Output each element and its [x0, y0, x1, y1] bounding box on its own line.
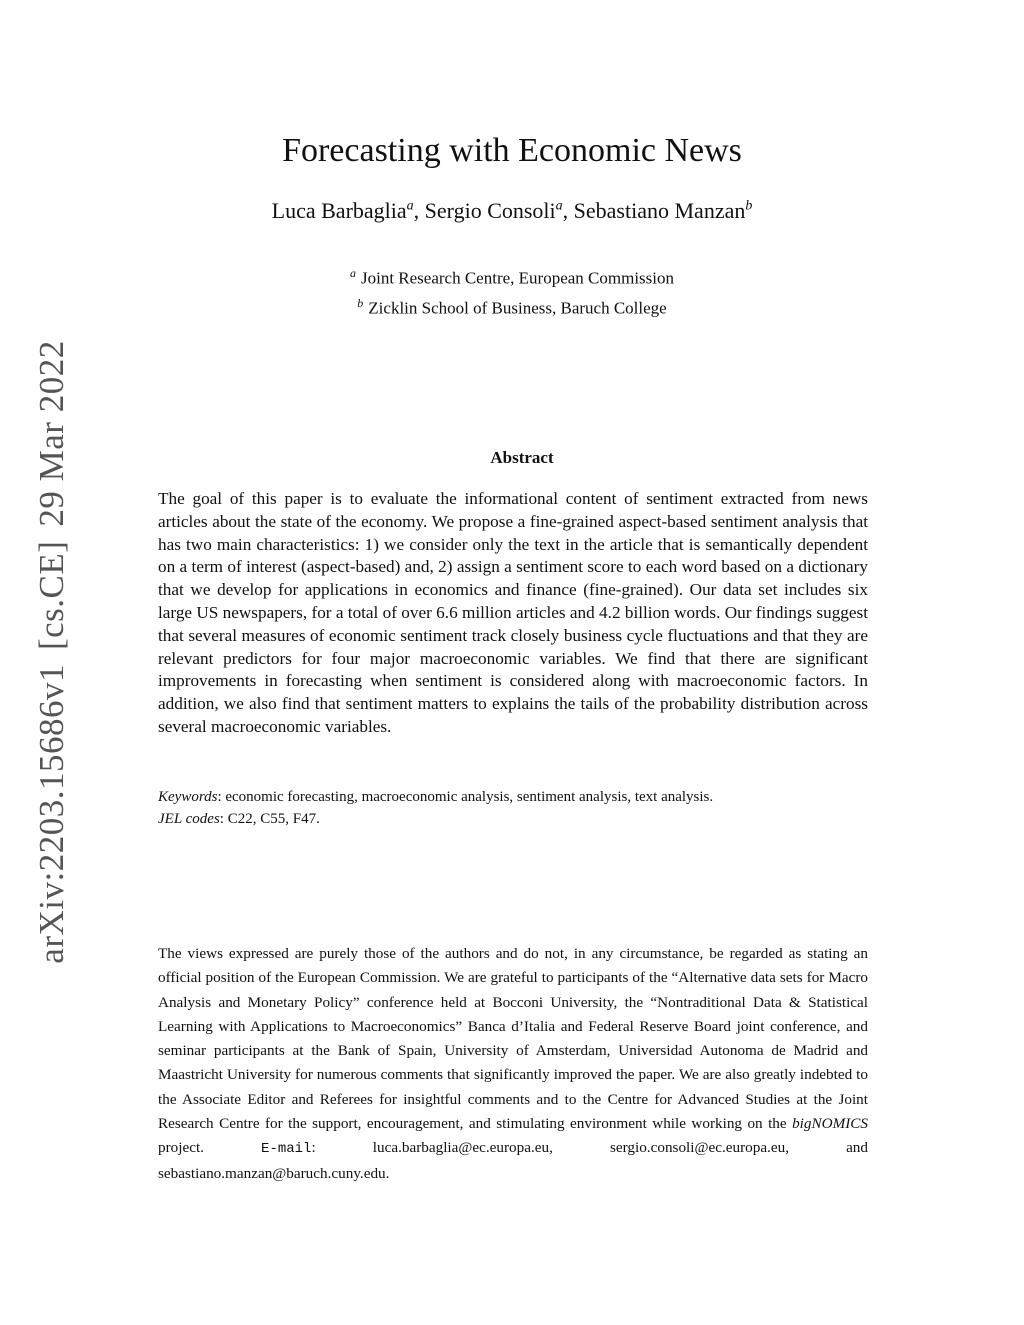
author-separator: , — [562, 198, 574, 223]
email-addresses: luca.barbaglia@ec.europa.eu, sergio.consoli@ec.europa.eu, and sebastiano.manzan@baruch.cuny.edu. — [158, 1139, 868, 1182]
arxiv-category: [cs.CE] — [32, 540, 71, 651]
arxiv-sidebar-stamp — [32, 333, 72, 970]
author-list — [0, 198, 1024, 224]
jel-codes-line — [158, 808, 868, 830]
affiliation — [0, 266, 1024, 289]
keywords-text: : economic forecasting, macroeconomic analysis, sentiment analysis, text analysis. — [217, 789, 714, 805]
keywords-line — [158, 786, 868, 808]
affiliation-text: Joint Research Centre, European Commission — [360, 268, 675, 288]
abstract-body: The goal of this paper is to evaluate the informational content of sentiment extracted from news articles about the state of the economy. We propose a fine-grained aspect-based sentiment analysis that has two main characteristics: 1) we consider only the text in the article that is semantically dependent on a term of interest (aspect-based) and, 2) assign a sentiment score to each word based on a dictionary that we develop for applications in economics and finance (fine-grained). Our data set includes six large US newspapers, for a total of over 6.6 million articles and 4.2 billion words. Our findings suggest that several measures of economic sentiment track closely business cycle fluctuations and that they are relevant predictors for four major macroeconomic variables. We find that there are significant improvements in forecasting when sentiment is considered along with macroeconomic factors. In addition, we also find that sentiment matters to explains the tails of the probability distribution across several macroeconomic variables. — [158, 489, 868, 736]
affiliation-text: Zicklin School of Business, Baruch College — [368, 298, 667, 318]
author-separator: , — [413, 198, 425, 223]
author-affiliation-mark: b — [745, 198, 753, 214]
abstract-heading: Abstract — [490, 448, 554, 467]
email-label: E-mail — [261, 1141, 312, 1158]
author-name: Sebastiano Manzan — [573, 198, 746, 223]
author-affiliation-mark: a — [406, 198, 414, 214]
arxiv-date: 29 Mar 2022 — [32, 340, 71, 527]
affiliation-mark: b — [357, 296, 364, 310]
footnote-text: The views expressed are purely those of the authors and do not, in any circumstance, be regarded as stating an official position of the European Commission. We are grateful to participants of the “Alternative data sets for Macro Analysis and Monetary Policy” conference held at Bocconi University, the “Nontraditional Data & Statistical Learning with Applications to Macroeconomics” Banca d’Italia and Federal Reserve Board joint conference, and seminar participants at the Bank of Spain, University of Amsterdam, Universidad Autonoma de Madrid and Maastricht University for numerous comments that significantly improved the paper. We are also greatly indebted to the Associate Editor and Referees for insightful comments and to the Centre for Advanced Studies at the Joint Research Centre for the support, encouragement, and stimulating environment while working on the — [158, 945, 868, 1133]
paper-title: Forecasting with Economic News — [282, 132, 742, 169]
author-name: Luca Barbaglia — [271, 198, 407, 223]
keywords-label: Keywords — [158, 789, 218, 805]
affiliation — [0, 296, 1024, 319]
email-separator: : — [311, 1139, 373, 1157]
jel-codes-text: : C22, C55, F47. — [219, 811, 320, 827]
jel-codes-label: JEL codes — [158, 811, 220, 827]
affiliation-mark: a — [349, 266, 356, 280]
author-name: Sergio Consoli — [424, 198, 556, 223]
project-name: bigNOMICS — [792, 1115, 868, 1133]
arxiv-id: arXiv:2203.15686v1 — [32, 664, 71, 964]
acknowledgement-footnote — [158, 942, 868, 1186]
author-affiliation-mark: a — [555, 198, 563, 214]
footnote-text-cont: project. — [158, 1139, 262, 1157]
keywords-block — [158, 786, 868, 830]
